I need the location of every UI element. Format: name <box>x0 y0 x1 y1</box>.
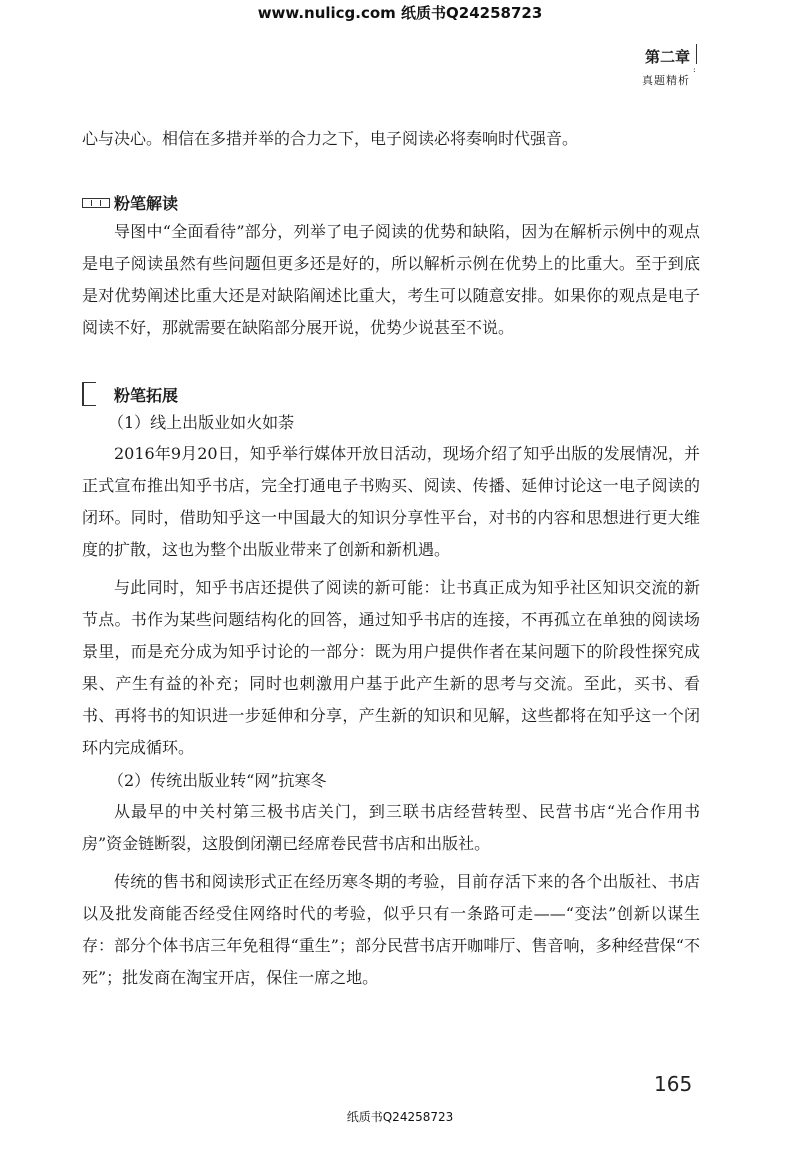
header-watermark: www.nulicg.com 纸质书Q24258723 <box>257 4 543 22</box>
chapter-number: 第二章 <box>644 48 690 66</box>
paragraph: 2016年9月20日，知乎举行媒体开放日活动，现场介绍了知乎出版的发展情况，并正式宣布推出知乎书店，完全打通电子书购买、阅读、传播、延伸讨论这一电子阅读的闭环。同时，借助知乎这一中国最大的知识分享性平台，对书的内容和思想进行更大维度的扩散，这也为整个出版业带来了创新和新机遇。 <box>82 444 700 559</box>
chapter-title: 真题精析 <box>642 74 690 87</box>
chapter-marker-dots: : <box>693 65 696 74</box>
section-title: 粉笔解读 <box>114 194 179 213</box>
interpretation-paragraph: 导图中“全面看待”部分，列举了电子阅读的优势和缺陷，因为在解析示例中的观点是电子阅读虽然有些问题但更多还是好的，所以解析示例在优势上的比重大。至于到底是对优势阐述比重大还是对缺陷阐述比重大，考生可以随意安排。如果你的观点是电子阅读不好，那就需要在缺陷部分展开说，优势少说甚至不说。 <box>82 222 700 337</box>
subheading-online-publishing: （1）线上出版业如火如荼 <box>108 413 295 432</box>
section-heading-extension <box>82 382 700 406</box>
paragraph: 从最早的中关村第三极书店关门，到三联书店经营转型、民营书店“光合作用书房”资金链断裂，这股倒闭潮已经席卷民营书店和出版社。 <box>82 802 700 853</box>
paragraph: 传统的售书和阅读形式正在经历寒冬期的考验，目前存活下来的各个出版社、书店以及批发商能否经受住网络时代的考验，似乎只有一条路可走——“变法”创新以谋生存：部分个体书店三年免租得“重生”；部分民营书店开咖啡厅、售音响，多种经营保“不死”；批发商在淘宝开店，保住一席之地。 <box>82 872 700 987</box>
section-marker-icon <box>82 198 110 208</box>
section-bracket-icon <box>82 382 96 406</box>
section-heading-interpretation <box>82 191 700 214</box>
intro-line: 心与决心。相信在多措并举的合力之下，电子阅读必将奏响时代强音。 <box>82 129 579 148</box>
paragraph: 与此同时，知乎书店还提供了阅读的新可能：让书真正成为知乎社区知识交流的新节点。书作为某些问题结构化的回答，通过知乎书店的连接，不再孤立在单独的阅读场景里，而是充分成为知乎讨论的一部分：既为用户提供作者在某问题下的阶段性探究成果、产生有益的补充；同时也刺激用户基于此产生新的思考与交流。至此，买书、看书、再将书的知识进一步延伸和分享，产生新的知识和见解，这些都将在知乎这一个闭环内完成循环。 <box>82 578 700 757</box>
page-number: 165 <box>654 1072 693 1096</box>
chapter-heading <box>642 46 690 88</box>
footer-watermark: 纸质书Q24258723 <box>346 1110 454 1124</box>
section-title: 粉笔拓展 <box>114 385 179 405</box>
chapter-divider <box>696 44 699 64</box>
subheading-traditional-publishing: （2）传统出版业转“网”抗寒冬 <box>108 771 327 790</box>
page-content <box>82 123 700 994</box>
